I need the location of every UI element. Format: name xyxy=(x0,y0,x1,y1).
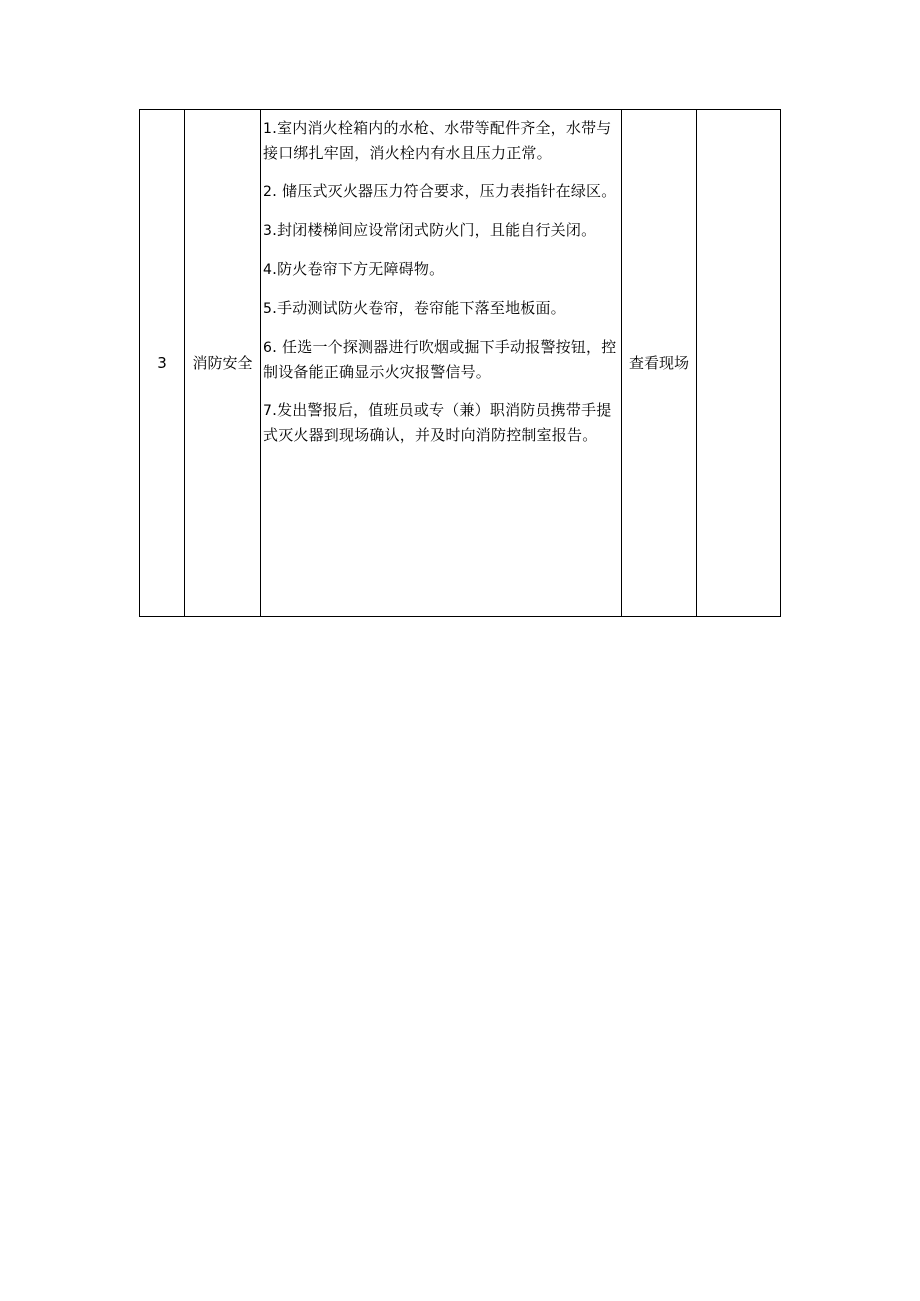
requirement-number: 4 xyxy=(263,262,273,278)
requirement-text: .发出警报后，值班员或专（兼）职消防员携带手提式灭火器到现场确认，并及时向消防控制室报告。 xyxy=(263,401,612,444)
requirement-item xyxy=(263,335,621,384)
table-row xyxy=(140,110,781,617)
requirement-text: . 任选一个探测器进行吹烟或掘下手动报警按钮，控制设备能正确显示火灾报警信号。 xyxy=(263,338,617,381)
method-cell xyxy=(622,110,697,617)
requirement-number: 1 xyxy=(263,121,273,137)
requirement-text: .封闭楼梯间应设常闭式防火门，且能自行关闭。 xyxy=(272,221,597,239)
requirement-item xyxy=(263,398,621,447)
requirement-text: .室内消火栓箱内的水枪、水带等配件齐全，水带与接口绑扎牢固，消火栓内有水且压力正常。 xyxy=(263,119,612,162)
method-label: 查看现场 xyxy=(628,354,689,372)
requirement-item xyxy=(263,179,621,204)
inspection-table xyxy=(139,109,781,617)
requirement-item xyxy=(263,296,621,321)
requirement-text: . 储压式灭火器压力符合要求，压力表指针在绿区。 xyxy=(272,182,617,200)
requirement-text: .手动测试防火卷帘，卷帘能下落至地板面。 xyxy=(272,299,566,317)
result-cell xyxy=(697,110,781,617)
requirement-text: .防火卷帘下方无障碍物。 xyxy=(272,260,445,278)
requirement-item xyxy=(263,218,621,243)
requirement-number: 3 xyxy=(263,223,273,239)
requirement-number: 5 xyxy=(263,301,273,317)
category-cell xyxy=(185,110,261,617)
requirement-number: 6 xyxy=(263,340,273,356)
category-label: 消防安全 xyxy=(192,354,253,372)
requirement-item xyxy=(263,116,621,165)
requirements-cell xyxy=(261,110,622,617)
requirement-item xyxy=(263,257,621,282)
requirement-number: 7 xyxy=(263,403,273,419)
row-number-cell xyxy=(140,110,185,617)
requirement-number: 2 xyxy=(263,184,273,200)
row-number: 3 xyxy=(157,354,167,372)
